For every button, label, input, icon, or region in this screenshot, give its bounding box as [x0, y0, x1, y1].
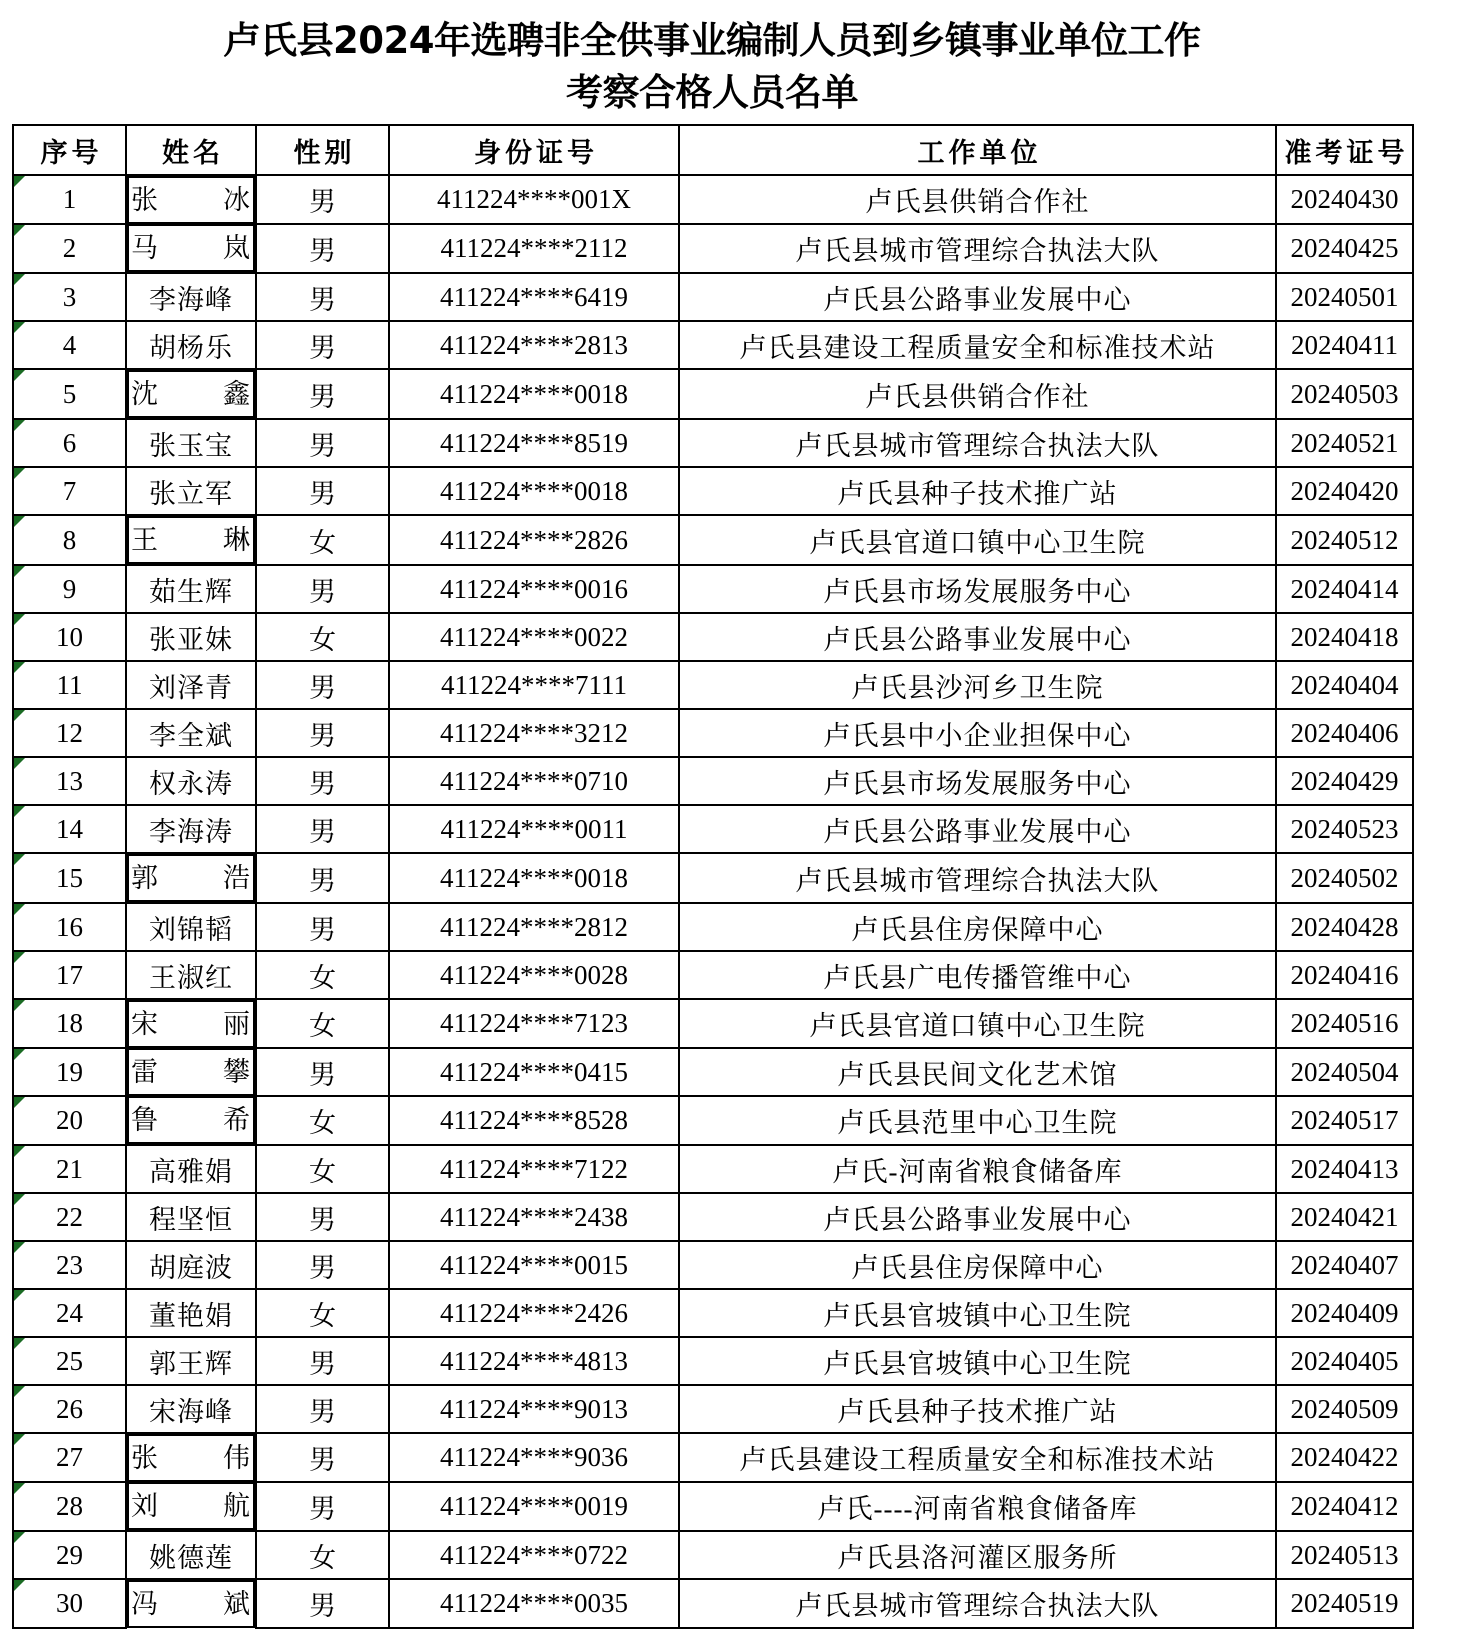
cell-exam-number: 20240504 — [1276, 1048, 1413, 1096]
table-row — [13, 1579, 1413, 1628]
table-row — [13, 467, 1413, 515]
cell-gender: 男 — [256, 1482, 389, 1531]
cell-exam-number: 20240407 — [1276, 1241, 1413, 1289]
table-row — [13, 565, 1413, 613]
cell-person-name: 姚德莲 — [126, 1531, 256, 1579]
cell-gender: 男 — [256, 565, 389, 613]
cell-work-unit: 卢氏县公路事业发展中心 — [679, 273, 1276, 321]
cell-gender: 男 — [256, 1193, 389, 1241]
cell-exam-number: 20240513 — [1276, 1531, 1413, 1579]
cell-work-unit: 卢氏县中小企业担保中心 — [679, 709, 1276, 757]
cell-person-name: 李全斌 — [126, 709, 256, 757]
column-header-id: 身份证号 — [389, 125, 679, 175]
table-row — [13, 1145, 1413, 1193]
cell-work-unit: 卢氏县民间文化艺术馆 — [679, 1048, 1276, 1096]
table-row — [13, 515, 1413, 565]
cell-sequence-number: 15 — [13, 853, 126, 903]
cell-work-unit: 卢氏县住房保障中心 — [679, 1241, 1276, 1289]
cell-person-name: 张玉宝 — [126, 419, 256, 467]
cell-id-number: 411224****2426 — [389, 1289, 679, 1337]
cell-id-number: 411224****9013 — [389, 1385, 679, 1433]
cell-sequence-number: 21 — [13, 1145, 126, 1193]
table-row — [13, 1482, 1413, 1531]
table-row — [13, 1241, 1413, 1289]
cell-exam-number: 20240517 — [1276, 1096, 1413, 1145]
cell-work-unit: 卢氏县城市管理综合执法大队 — [679, 853, 1276, 903]
cell-gender: 女 — [256, 515, 389, 565]
cell-person-name: 权永涛 — [126, 757, 256, 805]
cell-person-name: 郭王辉 — [126, 1337, 256, 1385]
cell-sequence-number: 28 — [13, 1482, 126, 1531]
cell-person-name: 宋海峰 — [126, 1385, 256, 1433]
cell-person-name: 郭浩 — [127, 854, 255, 902]
cell-id-number: 411224****0011 — [389, 805, 679, 853]
cell-person-name: 雷攀 — [127, 1048, 255, 1096]
cell-person-name: 张亚妹 — [126, 613, 256, 661]
cell-sequence-number: 27 — [13, 1433, 126, 1482]
cell-exam-number: 20240420 — [1276, 467, 1413, 515]
cell-work-unit: 卢氏县广电传播管维中心 — [679, 951, 1276, 999]
cell-exam-number: 20240502 — [1276, 853, 1413, 903]
cell-work-unit: 卢氏县城市管理综合执法大队 — [679, 1579, 1276, 1628]
cell-exam-number: 20240503 — [1276, 369, 1413, 419]
table-row — [13, 1048, 1413, 1096]
cell-id-number: 411224****0019 — [389, 1482, 679, 1531]
table-row — [13, 419, 1413, 467]
cell-sequence-number: 29 — [13, 1531, 126, 1579]
cell-work-unit: 卢氏县种子技术推广站 — [679, 467, 1276, 515]
table-row — [13, 1433, 1413, 1482]
cell-exam-number: 20240422 — [1276, 1433, 1413, 1482]
title-line-2: 考察合格人员名单 — [566, 71, 858, 114]
cell-person-name: 刘泽青 — [126, 661, 256, 709]
cell-id-number: 411224****0415 — [389, 1048, 679, 1096]
table-row — [13, 903, 1413, 951]
cell-work-unit: 卢氏县供销合作社 — [679, 369, 1276, 419]
cell-exam-number: 20240406 — [1276, 709, 1413, 757]
cell-person-name: 刘锦韬 — [126, 903, 256, 951]
cell-work-unit: 卢氏县市场发展服务中心 — [679, 757, 1276, 805]
cell-id-number: 411224****4813 — [389, 1337, 679, 1385]
cell-id-number: 411224****0018 — [389, 853, 679, 903]
cell-sequence-number: 18 — [13, 999, 126, 1048]
table-row — [13, 853, 1413, 903]
cell-person-name: 冯斌 — [127, 1580, 255, 1628]
cell-id-number: 411224****2112 — [389, 224, 679, 273]
cell-id-number: 411224****0016 — [389, 565, 679, 613]
cell-gender: 女 — [256, 1531, 389, 1579]
cell-work-unit: 卢氏县官坡镇中心卫生院 — [679, 1337, 1276, 1385]
cell-exam-number: 20240428 — [1276, 903, 1413, 951]
cell-person-name: 胡庭波 — [126, 1241, 256, 1289]
cell-exam-number: 20240412 — [1276, 1482, 1413, 1531]
table-row — [13, 661, 1413, 709]
cell-gender: 男 — [256, 1385, 389, 1433]
roster-table — [12, 124, 1414, 1629]
cell-exam-number: 20240418 — [1276, 613, 1413, 661]
table-row — [13, 999, 1413, 1048]
cell-gender: 男 — [256, 224, 389, 273]
cell-exam-number: 20240516 — [1276, 999, 1413, 1048]
table-row — [13, 1385, 1413, 1433]
cell-sequence-number: 9 — [13, 565, 126, 613]
cell-work-unit: 卢氏县建设工程质量安全和标准技术站 — [679, 321, 1276, 369]
cell-id-number: 411224****2812 — [389, 903, 679, 951]
cell-person-name: 鲁希 — [127, 1096, 255, 1144]
cell-work-unit: 卢氏县城市管理综合执法大队 — [679, 419, 1276, 467]
cell-exam-number: 20240512 — [1276, 515, 1413, 565]
cell-sequence-number: 4 — [13, 321, 126, 369]
cell-exam-number: 20240429 — [1276, 757, 1413, 805]
cell-gender: 女 — [256, 951, 389, 999]
column-header-sex: 性别 — [256, 125, 389, 175]
cell-exam-number: 20240421 — [1276, 1193, 1413, 1241]
cell-gender: 女 — [256, 1145, 389, 1193]
cell-gender: 男 — [256, 419, 389, 467]
cell-sequence-number: 2 — [13, 224, 126, 273]
cell-id-number: 411224****9036 — [389, 1433, 679, 1482]
column-header-unit: 工作单位 — [679, 125, 1276, 175]
cell-sequence-number: 20 — [13, 1096, 126, 1145]
cell-id-number: 411224****0018 — [389, 467, 679, 515]
cell-sequence-number: 24 — [13, 1289, 126, 1337]
table-row — [13, 709, 1413, 757]
cell-gender: 男 — [256, 1337, 389, 1385]
cell-gender: 男 — [256, 903, 389, 951]
cell-sequence-number: 16 — [13, 903, 126, 951]
cell-id-number: 411224****2826 — [389, 515, 679, 565]
cell-sequence-number: 17 — [13, 951, 126, 999]
cell-exam-number: 20240413 — [1276, 1145, 1413, 1193]
column-header-exam: 准考证号 — [1276, 125, 1413, 175]
table-row — [13, 1193, 1413, 1241]
cell-work-unit: 卢氏县官坡镇中心卫生院 — [679, 1289, 1276, 1337]
cell-person-name: 李海峰 — [126, 273, 256, 321]
cell-id-number: 411224****8528 — [389, 1096, 679, 1145]
cell-work-unit: 卢氏----河南省粮食储备库 — [679, 1482, 1276, 1531]
table-row — [13, 369, 1413, 419]
table-row — [13, 757, 1413, 805]
cell-id-number: 411224****0035 — [389, 1579, 679, 1628]
cell-sequence-number: 30 — [13, 1579, 126, 1628]
cell-gender: 女 — [256, 613, 389, 661]
table-row — [13, 805, 1413, 853]
cell-sequence-number: 6 — [13, 419, 126, 467]
cell-exam-number: 20240523 — [1276, 805, 1413, 853]
cell-work-unit: 卢氏县沙河乡卫生院 — [679, 661, 1276, 709]
cell-sequence-number: 19 — [13, 1048, 126, 1096]
table-header-row — [13, 125, 1413, 175]
cell-exam-number: 20240509 — [1276, 1385, 1413, 1433]
cell-id-number: 411224****8519 — [389, 419, 679, 467]
cell-person-name: 王琳 — [127, 516, 255, 564]
cell-gender: 男 — [256, 661, 389, 709]
cell-id-number: 411224****6419 — [389, 273, 679, 321]
cell-person-name: 沈鑫 — [127, 370, 255, 418]
cell-work-unit: 卢氏县市场发展服务中心 — [679, 565, 1276, 613]
cell-gender: 男 — [256, 757, 389, 805]
cell-sequence-number: 11 — [13, 661, 126, 709]
table-row — [13, 1096, 1413, 1145]
cell-gender: 男 — [256, 369, 389, 419]
cell-work-unit: 卢氏县公路事业发展中心 — [679, 1193, 1276, 1241]
cell-id-number: 411224****2438 — [389, 1193, 679, 1241]
cell-id-number: 411224****001X — [389, 175, 679, 224]
cell-exam-number: 20240425 — [1276, 224, 1413, 273]
cell-gender: 男 — [256, 853, 389, 903]
cell-gender: 女 — [256, 999, 389, 1048]
cell-person-name: 程坚恒 — [126, 1193, 256, 1241]
cell-gender: 男 — [256, 1241, 389, 1289]
cell-work-unit: 卢氏县种子技术推广站 — [679, 1385, 1276, 1433]
table-row — [13, 951, 1413, 999]
cell-work-unit: 卢氏县住房保障中心 — [679, 903, 1276, 951]
cell-sequence-number: 13 — [13, 757, 126, 805]
cell-exam-number: 20240519 — [1276, 1579, 1413, 1628]
cell-gender: 女 — [256, 1096, 389, 1145]
cell-exam-number: 20240404 — [1276, 661, 1413, 709]
cell-work-unit: 卢氏县供销合作社 — [679, 175, 1276, 224]
cell-person-name: 董艳娟 — [126, 1289, 256, 1337]
cell-sequence-number: 26 — [13, 1385, 126, 1433]
cell-work-unit: 卢氏县范里中心卫生院 — [679, 1096, 1276, 1145]
cell-person-name: 胡杨乐 — [126, 321, 256, 369]
cell-id-number: 411224****0722 — [389, 1531, 679, 1579]
cell-sequence-number: 1 — [13, 175, 126, 224]
cell-exam-number: 20240416 — [1276, 951, 1413, 999]
cell-id-number: 411224****2813 — [389, 321, 679, 369]
cell-sequence-number: 5 — [13, 369, 126, 419]
cell-id-number: 411224****0018 — [389, 369, 679, 419]
cell-sequence-number: 10 — [13, 613, 126, 661]
cell-work-unit: 卢氏县城市管理综合执法大队 — [679, 224, 1276, 273]
cell-gender: 男 — [256, 709, 389, 757]
cell-exam-number: 20240411 — [1276, 321, 1413, 369]
cell-work-unit: 卢氏县公路事业发展中心 — [679, 805, 1276, 853]
cell-exam-number: 20240430 — [1276, 175, 1413, 224]
column-header-seq: 序号 — [13, 125, 126, 175]
cell-id-number: 411224****0028 — [389, 951, 679, 999]
cell-work-unit: 卢氏-河南省粮食储备库 — [679, 1145, 1276, 1193]
cell-gender: 男 — [256, 1048, 389, 1096]
cell-work-unit: 卢氏县官道口镇中心卫生院 — [679, 515, 1276, 565]
table-row — [13, 1337, 1413, 1385]
cell-sequence-number: 23 — [13, 1241, 126, 1289]
cell-exam-number: 20240501 — [1276, 273, 1413, 321]
column-header-name: 姓名 — [126, 125, 256, 175]
cell-gender: 男 — [256, 1579, 389, 1628]
cell-gender: 男 — [256, 273, 389, 321]
table-row — [13, 613, 1413, 661]
cell-sequence-number: 25 — [13, 1337, 126, 1385]
cell-id-number: 411224****7111 — [389, 661, 679, 709]
cell-sequence-number: 8 — [13, 515, 126, 565]
cell-gender: 男 — [256, 467, 389, 515]
cell-person-name: 茹生辉 — [126, 565, 256, 613]
cell-id-number: 411224****7123 — [389, 999, 679, 1048]
cell-work-unit: 卢氏县建设工程质量安全和标准技术站 — [679, 1433, 1276, 1482]
cell-person-name: 宋丽 — [127, 1000, 255, 1048]
cell-person-name: 张冰 — [127, 176, 255, 224]
cell-sequence-number: 12 — [13, 709, 126, 757]
cell-id-number: 411224****3212 — [389, 709, 679, 757]
cell-gender: 女 — [256, 1289, 389, 1337]
cell-person-name: 张伟 — [127, 1434, 255, 1482]
cell-id-number: 411224****0710 — [389, 757, 679, 805]
cell-work-unit: 卢氏县公路事业发展中心 — [679, 613, 1276, 661]
cell-sequence-number: 7 — [13, 467, 126, 515]
cell-person-name: 刘航 — [127, 1482, 255, 1530]
cell-id-number: 411224****0022 — [389, 613, 679, 661]
cell-gender: 男 — [256, 805, 389, 853]
cell-sequence-number: 3 — [13, 273, 126, 321]
cell-exam-number: 20240409 — [1276, 1289, 1413, 1337]
cell-exam-number: 20240405 — [1276, 1337, 1413, 1385]
table-row — [13, 1289, 1413, 1337]
cell-person-name: 张立军 — [126, 467, 256, 515]
table-row — [13, 321, 1413, 369]
cell-sequence-number: 14 — [13, 805, 126, 853]
cell-gender: 男 — [256, 321, 389, 369]
cell-gender: 男 — [256, 175, 389, 224]
table-row — [13, 273, 1413, 321]
table-row — [13, 224, 1413, 273]
cell-gender: 男 — [256, 1433, 389, 1482]
document-title — [12, 12, 1412, 122]
table-row — [13, 175, 1413, 224]
cell-person-name: 马岚 — [127, 224, 255, 272]
cell-id-number: 411224****7122 — [389, 1145, 679, 1193]
cell-person-name: 李海涛 — [126, 805, 256, 853]
table-row — [13, 1531, 1413, 1579]
title-line-1: 卢氏县2024年选聘非全供事业编制人员到乡镇事业单位工作 — [223, 19, 1201, 62]
cell-work-unit: 卢氏县洛河灌区服务所 — [679, 1531, 1276, 1579]
cell-sequence-number: 22 — [13, 1193, 126, 1241]
cell-person-name: 王淑红 — [126, 951, 256, 999]
cell-work-unit: 卢氏县官道口镇中心卫生院 — [679, 999, 1276, 1048]
cell-exam-number: 20240414 — [1276, 565, 1413, 613]
cell-exam-number: 20240521 — [1276, 419, 1413, 467]
cell-id-number: 411224****0015 — [389, 1241, 679, 1289]
cell-person-name: 高雅娟 — [126, 1145, 256, 1193]
